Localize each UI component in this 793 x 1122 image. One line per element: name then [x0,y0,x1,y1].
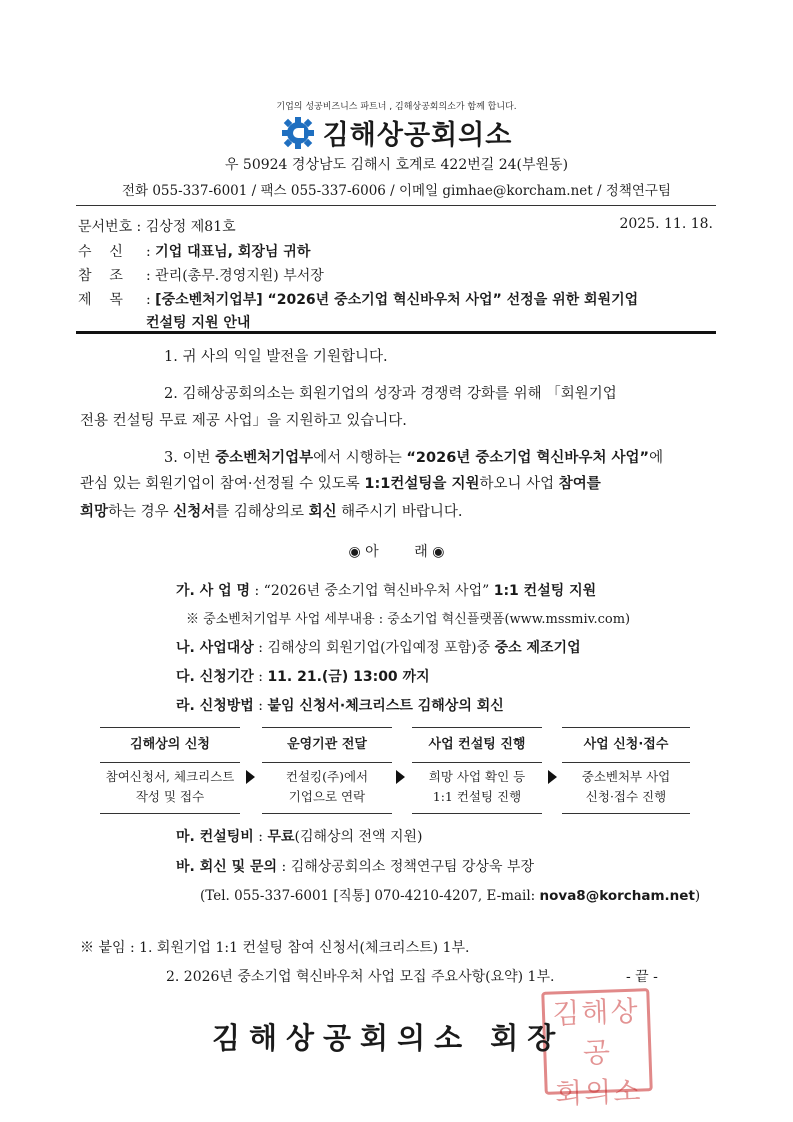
item-contact: 바. 회신 및 문의 : 김해상공회의소 정책연구팀 강상욱 부장 [176,859,534,875]
doc-date: 2025. 11. 18. [619,216,713,232]
reference-value: 관리(총무.경영지원) 부서장 [155,268,324,284]
arrow-right-icon [396,770,405,784]
paragraph-3-line1: 3. 이번 중소벤처기업부에서 시행하는 “2026년 중소기업 혁신바우처 사업”에 [164,450,664,466]
tagline: 기업의 성공비즈니스 파트너 , 김해상공회의소가 함께 합니다. [276,102,517,112]
subject-label: 제 목 [78,292,123,308]
gear-logo-icon [281,116,315,150]
recipient-row: 수 신 : 기업 대표님, 회장님 귀하 [78,241,310,261]
flow-step-desc: 1:1 컨설팅 진행 [432,789,522,804]
process-flow [100,727,690,822]
recipient-label: 수 신 [78,244,123,260]
flow-step-2 [262,727,392,814]
flow-step-desc: 중소벤처부 사업 [581,769,671,784]
flow-step-title: 사업 컨설팅 진행 [412,727,542,763]
logo-text: 김해상공회의소 [322,120,513,151]
subject-row: 제 목 : [중소벤처기업부] “2026년 중소기업 혁신바우처 사업” 선정을 위한 회원기업 [78,289,638,309]
item-target: 나. 사업대상 : 김해상의 회원기업(가입예정 포함)중 중소 제조기업 [176,640,581,656]
flow-step-desc: 희망 사업 확인 등 [428,769,526,784]
flow-step-3 [412,727,542,814]
header-divider [76,205,716,206]
paragraph-2-line2: 전용 컨설팅 무료 제공 사업」을 지원하고 있습니다. [80,413,407,429]
doc-number: 문서번호 : 김상정 제81호 [78,219,236,235]
item-project-note: ※ 중소벤처기업부 사업 세부내용 : 중소기업 혁신플랫폼(www.mssmiv.com) [186,612,631,627]
paragraph-1: 1. 귀 사의 익일 발전을 기원합니다. [164,349,388,365]
flow-step-desc: 기업으로 연락 [288,789,366,804]
flow-step-desc: 컨설킹(주)에서 [285,769,369,784]
paragraph-3-line2: 관심 있는 회원기업이 참여·선정될 수 있도록 1:1컨설팅을 지원하오니 사업 참여를 [80,476,601,492]
contact-info: 전화 055-337-6001 / 팩스 055-337-6006 / 이메일 gimhae@korcham.net / 정책연구팀 [121,183,672,199]
flow-step-desc: 참여신청서, 체크리스트 [105,769,235,784]
end-mark: - 끝 - [626,969,658,985]
attachment-2: 2. 2026년 중소기업 혁신바우처 사업 모집 주요사항(요약) 1부. [166,969,555,985]
doc-number-value: 김상정 제81호 [145,219,236,235]
recipient-value: 기업 대표님, 회장님 귀하 [155,244,311,260]
subject-line2: 컨설팅 지원 안내 [146,315,251,331]
item-cost: 마. 컨설팅비 : 무료(김해상의 전액 지원) [176,829,423,845]
contact-details: (Tel. 055-337-6001 [직통] 070-4210-4207, E-mail: nova8@korcham.net) [200,888,701,904]
reference-row: 참 조 : 관리(총무.경영지원) 부서장 [78,265,324,285]
paragraph-2-line1: 2. 김해상공회의소는 회원기업의 성장과 경쟁력 강화를 위해 「회원기업 [164,386,617,402]
reference-label: 참 조 [78,268,123,284]
sender-title-last: 장 [527,1021,565,1055]
doc-number-label: 문서번호 [78,219,133,235]
below-heading: ◉ 아 래 ◉ [348,544,445,560]
item-label: 가. 사 업 명 [176,583,251,599]
flow-step-desc: 작성 및 접수 [135,789,205,804]
item-project-name: 가. 사 업 명 : “2026년 중소기업 혁신바우처 사업” 1:1 컨설팅 지원 [176,583,597,599]
flow-step-title: 운영기관 전달 [262,727,392,763]
contact-email: nova8@korcham.net [539,888,695,904]
flow-step-title: 김해상의 신청 [100,727,240,763]
arrow-right-icon [548,770,557,784]
flow-step-title: 사업 신청·접수 [562,727,690,763]
paragraph-3-line3: 희망하는 경우 신청서를 김해상의로 회신 해주시기 바랍니다. [80,504,463,520]
arrow-right-icon [246,770,255,784]
attachment-1: ※ 붙임 : 1. 회원기업 1:1 컨설팅 참여 신청서(체크리스트) 1부. [80,940,470,956]
subject-line1: [중소벤처기업부] “2026년 중소기업 혁신바우처 사업” 선정을 위한 회원기업 [155,292,639,308]
flow-step-4 [562,727,690,814]
address: 우 50924 경상남도 김해시 호계로 422번길 24(부원동) [224,157,569,173]
flow-step-1 [100,727,240,814]
subject-divider [76,331,716,334]
item-period: 다. 신청기간 : 11. 21.(금) 13:00 까지 [176,669,430,685]
sender-name: 김해상공회의소 회장 [212,1021,565,1055]
official-seal: 김해상공 회의소 [541,988,653,1095]
item-method: 라. 신청방법 : 붙임 신청서·체크리스트 김해상의 회신 [176,698,504,714]
flow-step-desc: 신청·접수 진행 [585,789,667,804]
chamber-logo [0,113,793,152]
